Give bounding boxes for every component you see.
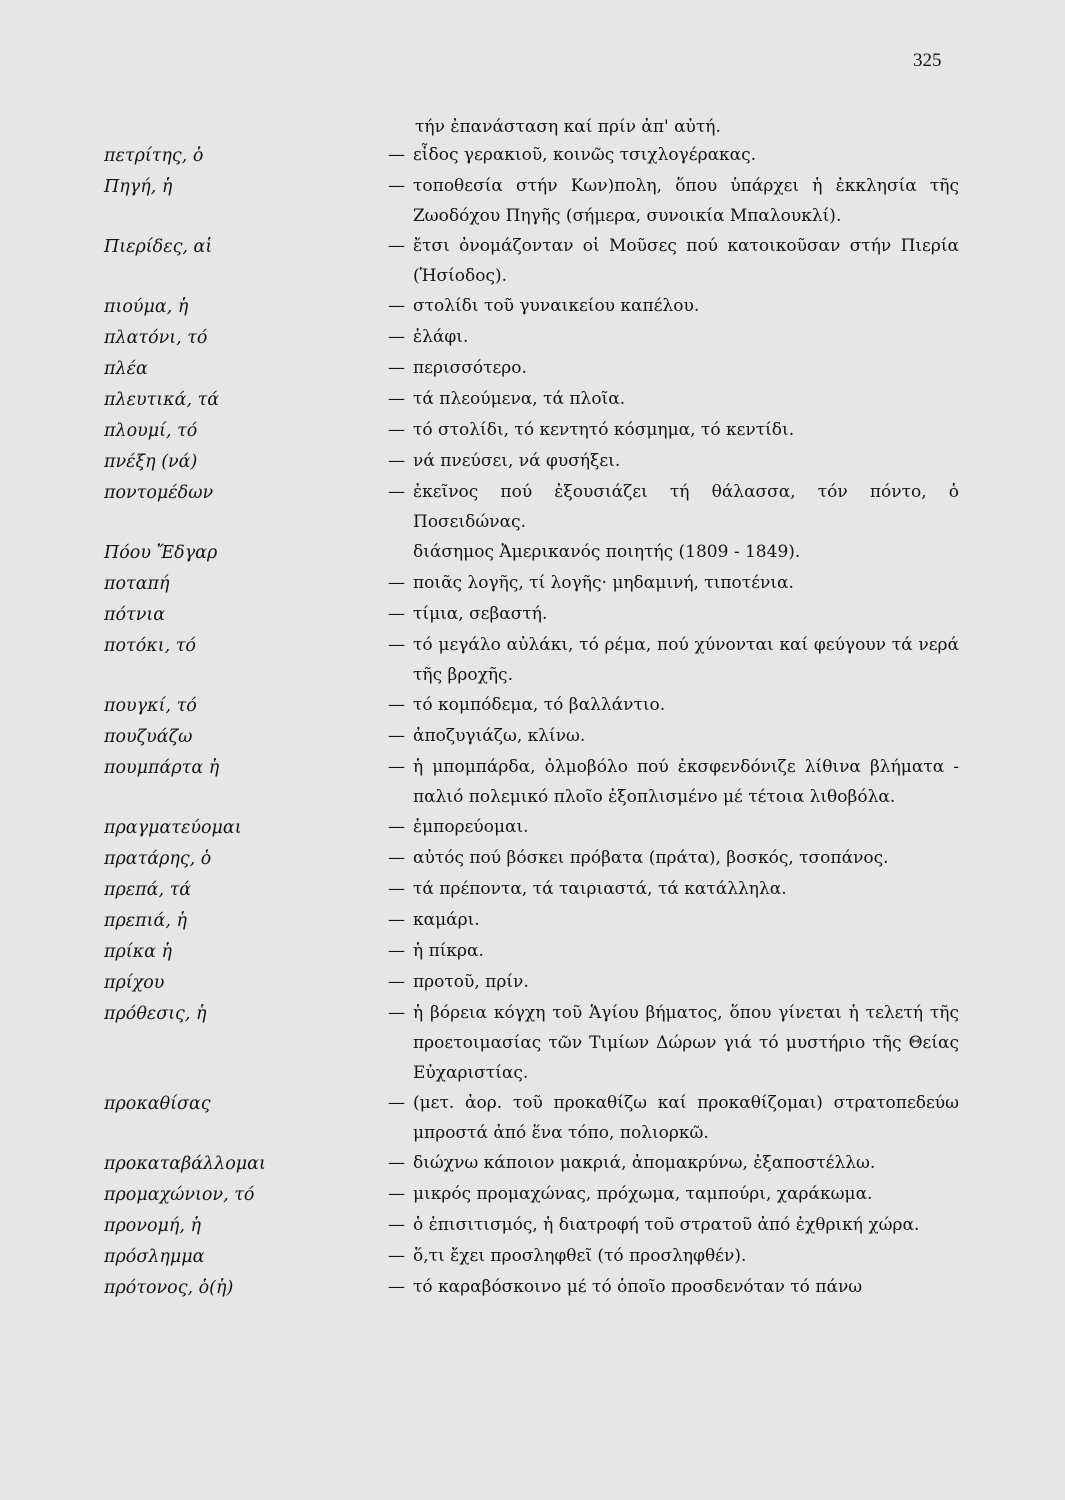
entry-definition-block <box>388 690 959 720</box>
entry-dash: — <box>388 1093 405 1113</box>
entry-dash: — <box>388 1153 405 1173</box>
entry-dash: — <box>388 145 405 165</box>
entry-definition: ἔτσι ὀνομάζονταν οἱ Μοῦσες πού κατοικοῦσαν στήν Πιερία (Ἡσίοδος). <box>413 236 959 286</box>
entry-definition: (μετ. ἀορ. τοῦ προκαθίζω καί προκαθίζομαι) στρατοπεδεύω μπροστά ἀπό ἕνα τόπο, πολιορκῶ. <box>413 1093 959 1143</box>
entry-definition: ὅ,τι ἔχει προσληφθεῖ (τό προσληφθέν). <box>413 1246 747 1266</box>
glossary-entry <box>104 967 959 998</box>
entry-term: πουμπάρτα ἡ <box>104 758 220 778</box>
entry-definition-block <box>388 140 959 170</box>
entry-definition: νά πνεύσει, νά φυσήξει. <box>413 451 621 471</box>
glossary-entry <box>104 415 959 446</box>
entry-definition: μικρός προμαχώνας, πρόχωμα, ταμπούρι, χαράκωμα. <box>413 1184 873 1204</box>
entry-dash: — <box>388 482 405 502</box>
entry-definition-block <box>388 874 959 904</box>
entry-term: προμαχώνιον, τό <box>104 1185 255 1205</box>
entry-term: πετρίτης, ὁ <box>104 146 204 166</box>
entry-term: πρεπά, τά <box>104 880 192 900</box>
entry-dash: — <box>388 327 405 347</box>
entry-term: ποντομέδων <box>104 483 214 503</box>
glossary-entry <box>104 630 959 690</box>
entry-definition: προτοῦ, πρίν. <box>413 972 529 992</box>
entry-definition-block <box>388 231 959 291</box>
entry-dash: — <box>388 972 405 992</box>
entry-definition-block <box>388 477 959 537</box>
glossary-entry <box>104 568 959 599</box>
entry-definition-block <box>388 415 959 445</box>
glossary-entry <box>104 1179 959 1210</box>
entry-term: πλευτικά, τά <box>104 390 220 410</box>
entry-dash: — <box>388 604 405 624</box>
glossary-entry <box>104 721 959 752</box>
entry-definition: τό καραβόσκοινο μέ τό ὁποῖο προσδενόταν τό πάνω <box>413 1277 863 1297</box>
entry-definition: διάσημος Ἀμερικανός ποιητής (1809 - 1849). <box>413 542 801 562</box>
entry-definition-block <box>388 812 959 842</box>
glossary-entry <box>104 690 959 721</box>
glossary-entry <box>104 936 959 967</box>
entry-definition-block <box>388 353 959 383</box>
entry-definition: τό στολίδι, τό κεντητό κόσμημα, τό κεντίδι. <box>413 420 795 440</box>
entry-definition: τό μεγάλο αὐλάκι, τό ρέμα, πού χύνονται καί φεύγουν τά νερά τῆς βροχῆς. <box>413 635 959 685</box>
entry-definition-block <box>388 843 959 873</box>
entry-dash: — <box>388 296 405 316</box>
entry-term: προκαθίσας <box>104 1094 211 1114</box>
entry-definition-block <box>388 384 959 414</box>
entry-term: πνέξη (νά) <box>104 452 198 472</box>
entry-definition-block <box>388 1210 959 1240</box>
entry-definition-block <box>388 446 959 476</box>
entry-term: ποτόκι, τό <box>104 636 196 656</box>
entry-definition: τό κομπόδεμα, τό βαλλάντιο. <box>413 695 666 715</box>
entry-dash: — <box>388 176 405 196</box>
entry-definition-block <box>388 967 959 997</box>
glossary-entry <box>104 843 959 874</box>
glossary-entry <box>104 446 959 477</box>
entry-definition-block <box>388 936 959 966</box>
entry-definition: ὁ ἐπισιτισμός, ἡ διατροφή τοῦ στρατοῦ ἀπό ἐχθρική χώρα. <box>413 1215 920 1235</box>
glossary-entry <box>104 231 959 291</box>
entry-definition: ποιᾶς λογῆς, τί λογῆς· μηδαμινή, τιποτένια. <box>413 573 794 593</box>
glossary-list <box>104 140 959 1303</box>
glossary-entry <box>104 171 959 231</box>
entry-dash: — <box>388 635 405 655</box>
entry-dash: — <box>388 1246 405 1266</box>
entry-definition: ἐμπορεύομαι. <box>413 817 529 837</box>
entry-term: πουζυάζω <box>104 727 193 747</box>
entry-dash: — <box>388 817 405 837</box>
entry-definition-block <box>388 1272 959 1302</box>
glossary-entry <box>104 812 959 843</box>
glossary-entry <box>104 1148 959 1179</box>
entry-dash: — <box>388 389 405 409</box>
entry-dash: — <box>388 941 405 961</box>
glossary-entry <box>104 599 959 630</box>
continued-definition-line: τήν ἐπανάσταση καί πρίν ἀπ' αὐτή. <box>415 117 721 137</box>
entry-definition-block <box>388 322 959 352</box>
entry-term: πρόθεσις, ἡ <box>104 1004 207 1024</box>
entry-dash: — <box>388 1277 405 1297</box>
entry-term: πραγματεύομαι <box>104 818 242 838</box>
entry-definition-block <box>388 721 959 751</box>
entry-definition: στολίδι τοῦ γυναικείου καπέλου. <box>413 296 700 316</box>
entry-dash: — <box>388 879 405 899</box>
entry-definition-block <box>388 1179 959 1209</box>
entry-term: ποταπή <box>104 574 170 594</box>
glossary-entry <box>104 1088 959 1148</box>
entry-dash: — <box>388 726 405 746</box>
glossary-entry <box>104 874 959 905</box>
entry-definition: ἀποζυγιάζω, κλίνω. <box>413 726 586 746</box>
entry-definition: διώχνω κάποιον μακριά, ἀπομακρύνω, ἐξαποστέλλω. <box>413 1153 876 1173</box>
entry-definition-block <box>388 171 959 231</box>
entry-definition: περισσότερο. <box>413 358 527 378</box>
glossary-entry <box>104 905 959 936</box>
entry-definition-block <box>388 1148 959 1178</box>
entry-definition-block <box>388 1088 959 1148</box>
entry-definition: τά πλεούμενα, τά πλοῖα. <box>413 389 626 409</box>
entry-definition-block <box>388 998 959 1088</box>
entry-definition-block <box>388 752 959 812</box>
entry-term: προκαταβάλλομαι <box>104 1154 266 1174</box>
entry-term: πλέα <box>104 359 148 379</box>
page-number: 325 <box>913 50 942 71</box>
entry-definition: ἡ πίκρα. <box>413 941 484 961</box>
entry-definition: ἡ μπομπάρδα, ὀλμοβόλο πού ἐκσφενδόνιζε λίθινα βλήματα - παλιό πολεμικό πλοῖο ἐξοπλισμένο μέ τέτοια λιθοβόλα. <box>413 757 959 807</box>
entry-term: πρίχου <box>104 973 165 993</box>
entry-definition-block <box>388 291 959 321</box>
entry-term: πλατόνι, τό <box>104 328 208 348</box>
glossary-entry <box>104 384 959 415</box>
entry-definition: τοποθεσία στήν Κων)πολη, ὅπου ὑπάρχει ἡ ἐκκλησία τῆς Ζωοδόχου Πηγῆς (σήμερα, συνοικία Μπαλουκλί). <box>413 176 959 226</box>
entry-definition-block <box>388 1241 959 1271</box>
glossary-entry <box>104 140 959 171</box>
entry-term: πρεπιά, ἡ <box>104 911 187 931</box>
entry-term: πρατάρης, ὁ <box>104 849 212 869</box>
entry-dash: — <box>388 573 405 593</box>
glossary-entry <box>104 1272 959 1303</box>
entry-dash: — <box>388 695 405 715</box>
entry-term: πρίκα ἡ <box>104 942 172 962</box>
entry-dash: — <box>388 848 405 868</box>
entry-definition: αὐτός πού βόσκει πρόβατα (πράτα), βοσκός, τσοπάνος. <box>413 848 889 868</box>
entry-term: πουγκί, τό <box>104 696 197 716</box>
glossary-entry <box>104 1241 959 1272</box>
entry-dash: — <box>388 236 405 256</box>
entry-definition: τά πρέποντα, τά ταιριαστά, τά κατάλληλα. <box>413 879 787 899</box>
glossary-entry <box>104 291 959 322</box>
entry-term: πιούμα, ἡ <box>104 297 189 317</box>
entry-dash: — <box>388 910 405 930</box>
entry-dash: — <box>388 1215 405 1235</box>
entry-definition: ἐλάφι. <box>413 327 469 347</box>
glossary-entry <box>104 322 959 353</box>
glossary-entry <box>104 752 959 812</box>
entry-dash: — <box>388 1184 405 1204</box>
entry-dash: — <box>388 757 405 777</box>
entry-dash: — <box>388 1003 405 1023</box>
entry-definition-block <box>388 630 959 690</box>
entry-definition: εἶδος γερακιοῦ, κοινῶς τσιχλογέρακας. <box>413 145 757 165</box>
entry-definition-block <box>388 599 959 629</box>
entry-term: πρότονος, ὁ(ἡ) <box>104 1278 234 1298</box>
glossary-entry <box>104 353 959 384</box>
entry-dash: — <box>388 358 405 378</box>
entry-dash: — <box>388 420 405 440</box>
entry-definition: καμάρι. <box>413 910 480 930</box>
entry-definition-block <box>388 568 959 598</box>
entry-term: Πιερίδες, αἱ <box>104 237 213 257</box>
entry-definition-block <box>388 905 959 935</box>
entry-definition-block <box>388 537 959 567</box>
entry-term: πρόσλημμα <box>104 1247 205 1267</box>
entry-definition: τίμια, σεβαστή. <box>413 604 548 624</box>
glossary-entry <box>104 998 959 1088</box>
glossary-entry <box>104 537 959 568</box>
entry-term: Πόου Ἔδγαρ <box>104 543 218 563</box>
glossary-entry <box>104 1210 959 1241</box>
glossary-entry <box>104 477 959 537</box>
entry-definition: ἐκεῖνος πού ἐξουσιάζει τή θάλασσα, τόν πόντο, ὁ Ποσειδώνας. <box>413 482 959 532</box>
entry-definition: ἡ βόρεια κόγχη τοῦ Ἁγίου βήματος, ὅπου γίνεται ἡ τελετή τῆς προετοιμασίας τῶν Τιμίων Δώρων γιά τό μυστήριο τῆς Θείας Εὐχαριστίας. <box>413 1003 959 1083</box>
entry-term: προνομή, ἡ <box>104 1216 201 1236</box>
entry-term: πότνια <box>104 605 166 625</box>
entry-term: πλουμί, τό <box>104 421 198 441</box>
entry-term: Πηγή, ἡ <box>104 177 173 197</box>
entry-dash: — <box>388 451 405 471</box>
